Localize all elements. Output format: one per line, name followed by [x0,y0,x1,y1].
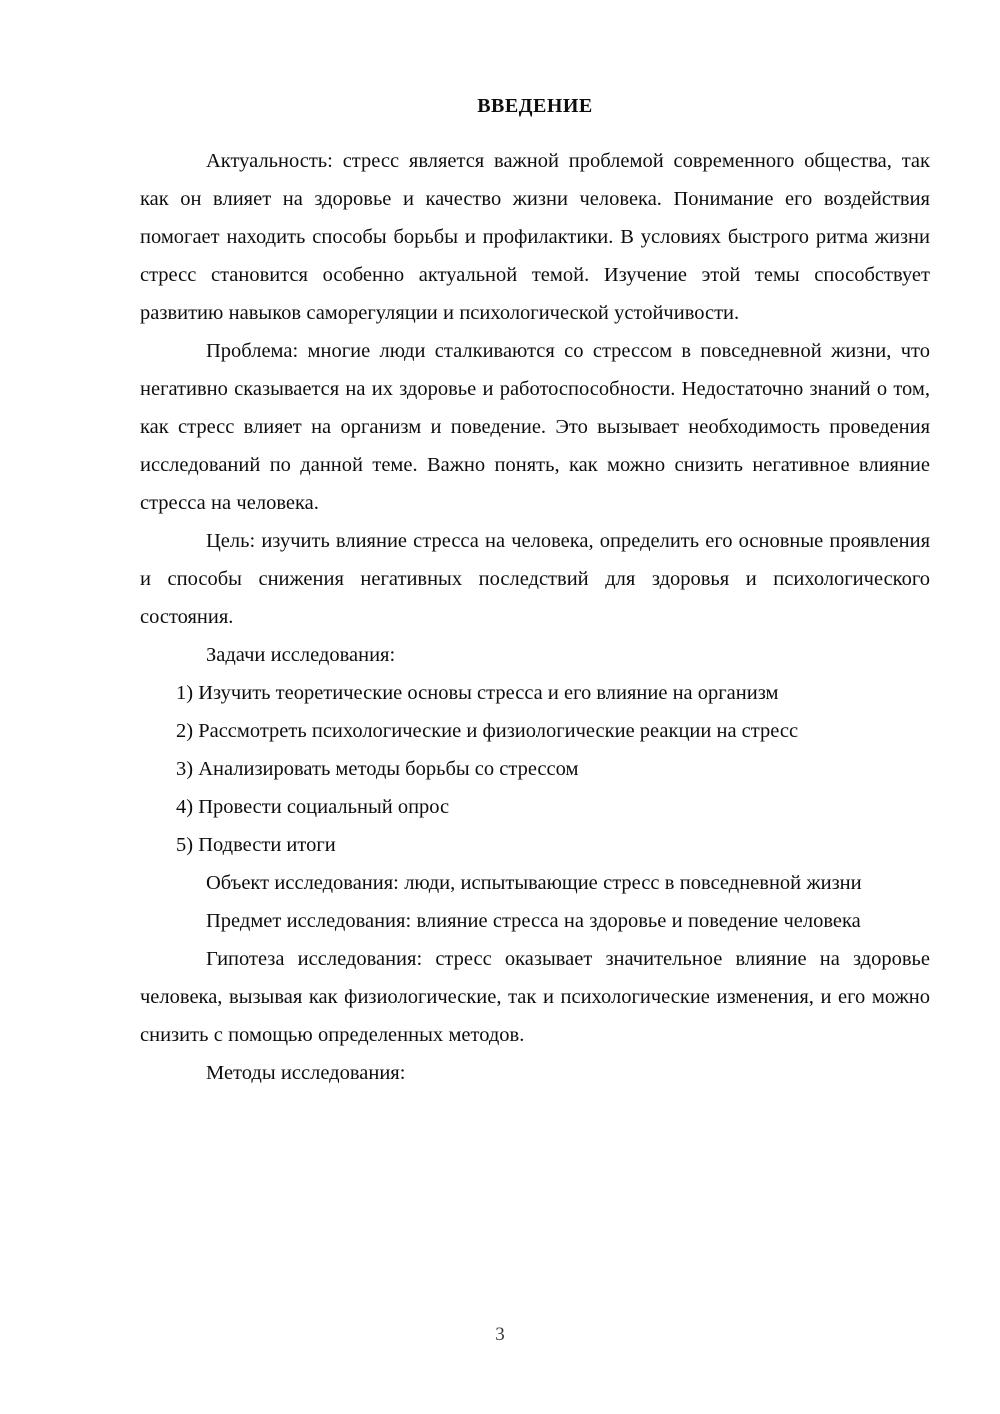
page-number: 3 [495,1324,505,1345]
page-content [140,0,930,1092]
paragraph-hypothesis: Гипотеза исследования: стресс оказывает значительное влияние на здоровье человека, вызывая как физиологические, так и психологические изменения, и его можно снизить с помощью определенных методов. [140,948,930,1046]
list-item: 1) Изучить теоретические основы стресса и его влияние на организм [176,682,779,704]
heading-methods: Методы исследования: [206,1062,406,1084]
paragraph-relevance: Актуальность: стресс является важной проблемой современного общества, так как он влияет на здоровье и качество жизни человека. Понимание его воздействия помогает находить способы борьбы и профилактики. В условиях быстрого ритма жизни стресс становится особенно актуальной темой. Изучение этой темы способствует развитию навыков саморегуляции и психологической устойчивости. [140,150,930,324]
heading-tasks: Задачи исследования: [206,644,396,666]
paragraph-problem: Проблема: многие люди сталкиваются со стрессом в повседневной жизни, что негативно сказывается на их здоровье и работоспособности. Недостаточно знаний о том, как стресс влияет на организм и поведение. Это вызывает необходимость проведения исследований по данной теме. Важно понять, как можно снизить негативное влияние стресса на человека. [140,340,930,514]
list-item: 5) Подвести итоги [176,834,336,856]
tasks-list [140,674,930,864]
document-body [140,142,930,1092]
list-item: 4) Провести социальный опрос [176,796,450,818]
paragraph-object: Объект исследования: люди, испытывающие стресс в повседневной жизни [206,872,862,894]
paragraph-subject: Предмет исследования: влияние стресса на здоровье и поведение человека [206,910,861,932]
paragraph-goal: Цель: изучить влияние стресса на человека, определить его основные проявления и способы снижения негативных последствий для здоровья и психологического состояния. [140,530,930,628]
list-item: 2) Рассмотреть психологические и физиологические реакции на стресс [176,720,799,742]
list-item: 3) Анализировать методы борьбы со стрессом [176,758,579,780]
page-title: ВВЕДЕНИЕ [477,95,593,117]
